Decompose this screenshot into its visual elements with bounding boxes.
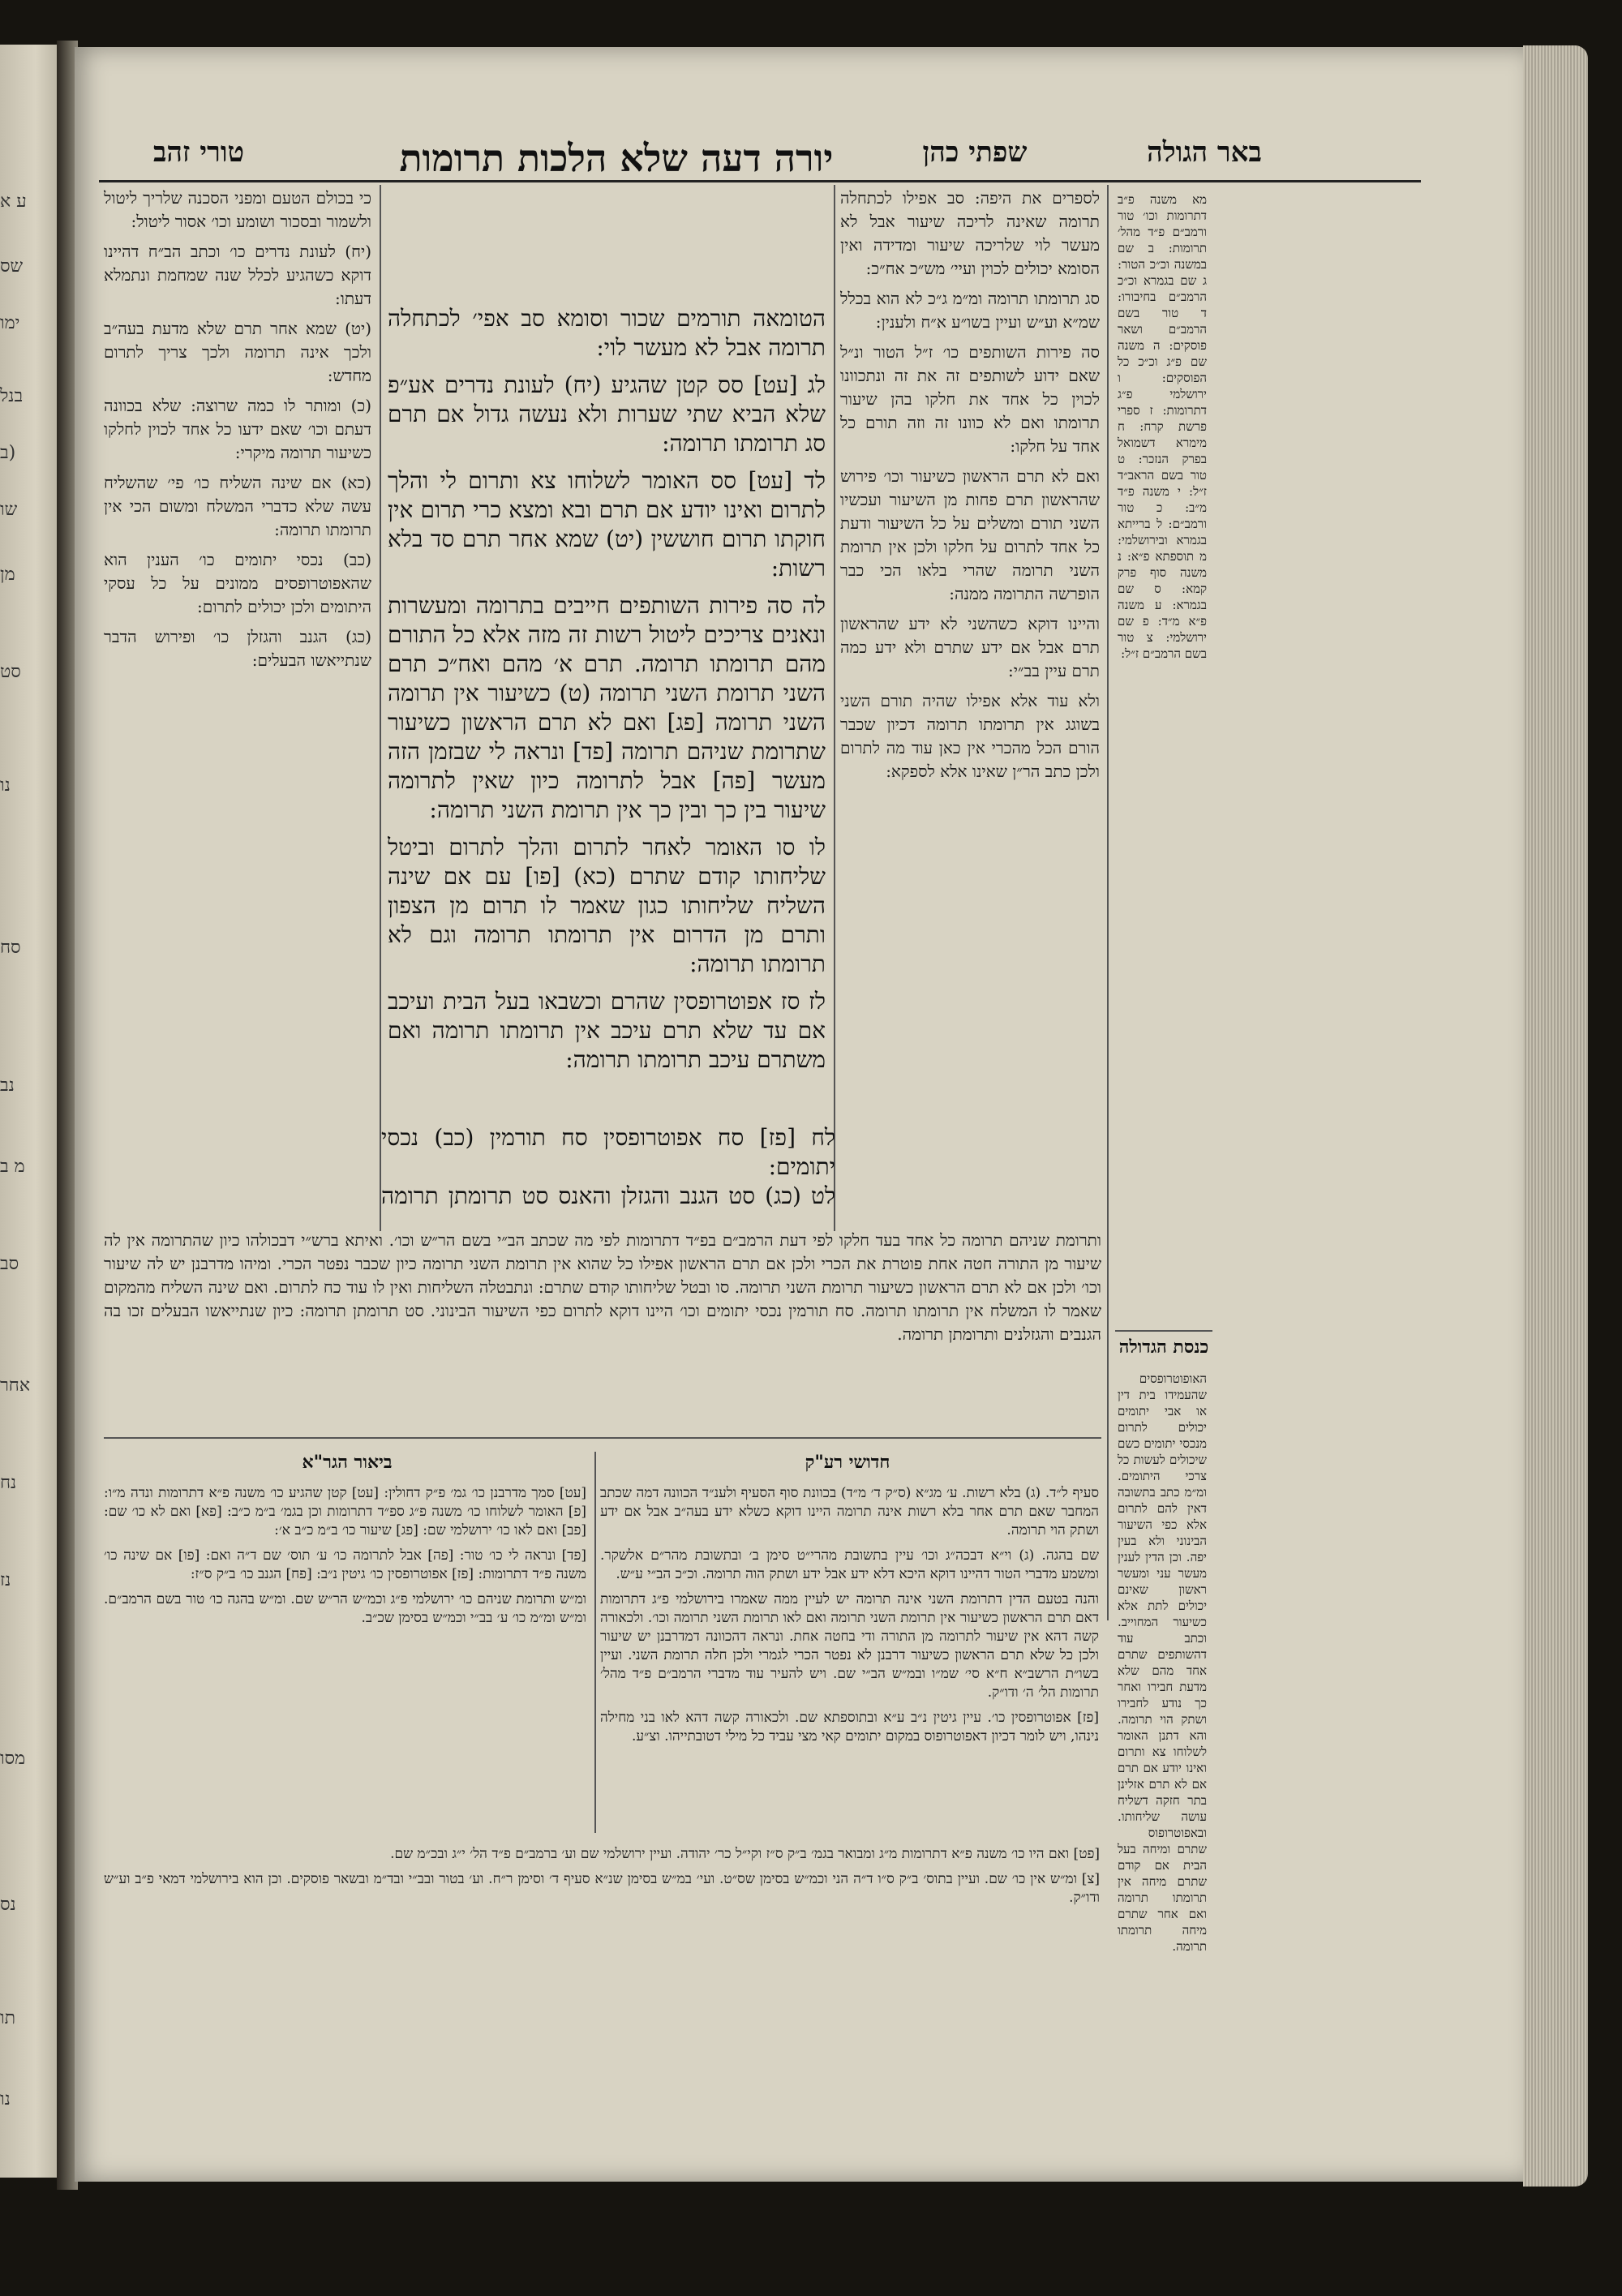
section-rule bbox=[1115, 1330, 1212, 1332]
fragment: סט bbox=[0, 662, 21, 682]
fragment: נו bbox=[0, 2089, 11, 2109]
wide-commentary-continuation bbox=[104, 1229, 1101, 1415]
fragment: נו bbox=[0, 775, 11, 796]
rak-paragraph: [פז] אפוטרופסין כו׳. עיין גיטין נ״ב ע״א ובתוספתא שם. ולכאורה קשה דהא לאו בני מחילה נינהו, ויש לומר דכיון דאפוטרופוס במקום יתומים קאי מצי עביד כל מילי דטובתייהו. וצ״ע. bbox=[600, 1710, 1099, 1745]
header-beer-hagolah: באר הגולה bbox=[1147, 136, 1262, 169]
fragment: ימו bbox=[0, 313, 20, 333]
fragment: בנל bbox=[0, 386, 24, 406]
chiddushei-rak-heading: חדושי רע"ק bbox=[805, 1452, 890, 1473]
fragment: נז bbox=[0, 1570, 11, 1590]
header-rule bbox=[99, 180, 1421, 182]
main-paragraph: לט (כג) סט הגנב והגזלן והאנס סט תרומתן תרומה bbox=[381, 1182, 835, 1209]
fragment: מ ב bbox=[0, 1157, 25, 1177]
main-text-continuation bbox=[381, 1123, 835, 1212]
fragment: נח bbox=[0, 1473, 17, 1493]
taz-paragraph: (כג) הגנב והגזלן כו׳ ופירוש הדבר שנתייאשו הבעלים: bbox=[104, 627, 371, 670]
shach-paragraph: סג תרומתו תרומה ומ״מ ג״כ לא הוא בכלל שמ״א וע״ש ועיין בשו״ע א״ח ולענין: bbox=[840, 289, 1100, 332]
fragment: סח bbox=[0, 938, 21, 958]
rak-paragraph: שם בהגה. (ג) וי״א דבכה״ג וכו׳ עיין בתשובת מהרי״ט סימן ב׳ ובתשובת מהר״ם אלשקר. ומשמע מדברי הטור דהיינו דוקא היכא דלא ידע אבל ידע ושתק הוה תרומה. וכ״כ הב״י ע״ש. bbox=[600, 1547, 1099, 1582]
fragment: נב bbox=[0, 1075, 15, 1096]
column-divider bbox=[1107, 185, 1109, 1620]
main-paragraph: הטומאה תורמים שכור וסומא סב אפי׳ לכתחלה תרומה אבל לא מעשר לוי: bbox=[388, 305, 826, 361]
shach-paragraph: והיינו דוקא כשהשני לא ידע שהראשון תרם אבל אם ידע שתרם ולא ידע כמה תרם עיין בב״י: bbox=[840, 614, 1100, 680]
chiddushei-rak-column bbox=[600, 1484, 1099, 1833]
gra-paragraph: [פד] ונראה לי כו׳ טור: [פה] אבל לתרומה כו׳ ע׳ תוס׳ שם ד״ה ואם: [פו] אם שינה כו׳ משנה פ״ד דתרומות: [פז] אפוטרופסין כו׳ גיטין נ״ב: [פח] הגנב כו׳ ב״ק ס״ז: bbox=[104, 1547, 586, 1582]
page-title: יורה דעה שלא הלכות תרומות bbox=[399, 136, 834, 180]
biur-hagra-continuation bbox=[104, 1845, 1100, 2105]
taz-column bbox=[104, 187, 371, 1233]
fragment: תו bbox=[0, 2008, 16, 2028]
main-paragraph: לו סו האומר לאחר לתרום והלך לתרום וביטל שליחותו קודם שתרם (כא) [פו] עם אם שינה השליח שליחותו כגון שאמר לו תרום מן הצפון ותרם מן הדרום אין תרומתו תרומה וגם לא תרומתו תרומה: bbox=[388, 834, 826, 977]
column-divider bbox=[834, 185, 835, 1231]
fragment: אחר bbox=[0, 1375, 31, 1396]
column-divider bbox=[380, 185, 381, 1231]
shach-paragraph: ואם לא תרם הראשון כשיעור וכו׳ פירוש שהראשון תרם פחות מן השיעור ועכשיו השני תורם ומשלים על כל השיעור ודעת כל אחד לתרום על חלקו ולכן אין תרומת השני תרומה שהרי בלאו הכי כבר הופרשה התרומה ממנה: bbox=[840, 466, 1100, 603]
biur-hagra-heading: ביאור הגר"א bbox=[302, 1452, 393, 1473]
beer-hagolah-column bbox=[1118, 191, 1207, 1294]
section-rule bbox=[104, 1437, 1101, 1439]
column-divider bbox=[594, 1452, 596, 1833]
fragment: סב bbox=[0, 1254, 19, 1274]
main-paragraph: לג [עט] סס קטן שהגיע (יח) לעונת נדרים אע״פ שלא הביא שתי שערות ולא נעשה גדול אם תרם סג תרומתו תרומה: bbox=[388, 371, 826, 457]
main-paragraph: לה סה פירות השותפים חייבים בתרומה ומעשרות ונאנים צריכים ליטול רשות זה מזה אלא כל התורם מהם תרומתו תרומה. תרם א׳ מהם ואח״כ תרם השני תרומת השני תרומה (ט) כשיעור אין תרומה השני תרומה [פג] ואם לא תרם הראשון כשיעור שתרומת שניהם תרומה [פד] ונראה לי שבזמן הזה מעשר [פה] אבל לתרומה כיון שאין לתרומה שיעור בין כך ובין כך אין תרומת השני תרומה: bbox=[388, 592, 826, 823]
fragment: (ב bbox=[0, 443, 16, 463]
beer-hagolah-text: מא משנה פ״ב דתרומות וכו׳ טור ורמב״ם פ״ד מהל׳ תרומות: ב שם במשנה וכ״כ הטור: ג שם בגמרא וכ״כ הרמב״ם בחיבורו: ד טור בשם הרמב״ם ושאר פוסקים: ה משנה שם פ״ג וכ״כ כל הפוסקים: ו ירושלמי פ״ג דתרומות: ז ספרי פרשת קרח: ח מימרא דשמואל בפרק הנזכר: ט טור בשם הראב״ד ז״ל: י משנה פ״ד מ״ב: כ טור ורמב״ם: ל ברייתא בגמרא ובירושלמי: מ תוספתא פ״א: נ משנה סוף פרק קמא: ס שם בגמרא: ע משנה פ״א מ״ד: פ שם ירושלמי: צ טור בשם הרמב״ם ז״ל: bbox=[1118, 192, 1207, 661]
rak-paragraph: והנה בטעם הדין דתרומת השני אינה תרומה יש לעיין ממה שאמרו בירושלמי פ״ג דתרומות דאם תרם הראשון כשיעור אין תרומת השני תרומה ואם לאו תרומת השני תרומה וכו׳. ולכאורה קשה דהא אין שיעור לתרומה מן התורה ודי בחטה אחת. ונראה דהכוונה דמדרבנן יש שיעור ולכן כל שלא תרם הראשון כשיעור דרבנן לא נפטר הכרי לגמרי ולכן חלה תרומת השני. ועיין בשו״ת הרשב״א ח״א סי׳ שמ״ו ובמ״ש הב״י שם. ויש להעיר עוד מדברי הרמב״ם פ״ד מהל׳ תרומות הל׳ ה׳ ודו״ק. bbox=[600, 1591, 1099, 1701]
knesset-hagedolah-heading: כנסת הגדולה bbox=[1118, 1337, 1209, 1358]
taz-paragraph: (יט) שמא אחר תרם שלא מדעת בעה״ב ולכך אינה תרומה ולכך צריך לתרום מחדש: bbox=[104, 319, 371, 385]
taz-paragraph: (יח) לעונת נדרים כו׳ וכתב הב״ח דהיינו דוקא כשהגיע לכלל שנה שמחמת ונתמלא דעתו: bbox=[104, 242, 371, 308]
fragment: שו bbox=[0, 500, 18, 520]
header-sifte-kohen: שפתי כהן bbox=[922, 136, 1028, 169]
fragment: מן bbox=[0, 564, 15, 585]
wide-paragraph: ותרומת שניהם תרומה כל אחד בעד חלקו לפי דעת הרמב״ם בפ״ד דתרומות לפי מה שכתב הב״י בשם הר״ש וכו׳. ואיתא ברש״י דבכולהו כיון שהתרומה אין לה שיעור מן התורה חטה אחת פוטרת את הכרי ולכן אם תרם הראשון אפילו כל שהוא אין תרומת השני תרומה כיון שכבר נפטר הכרי. ומיהו מדרבנן יש לה שיעור וכו׳ ולכן אם לא תרם הראשון כשיעור תרומת השני תרומה. סו ובטל שליחותו קודם שתרם: ונתבטלה השליחות ואין לו עוד כח לתרום. ואם שינה השליח מהמקום שאמר לו המשלח אין תרומתו תרומה. סח תורמין נכסי יתומים וכו׳ היינו דוקא לתרום כפי השיעור הבינוני. סט תרומתן תרומה: כיון שנתייאשו הבעלים זכו בה הגנבים והגזלנים ותרומתן תרומה. bbox=[104, 1230, 1101, 1344]
shach-paragraph: סה פירות השותפים כו׳ ז״ל הטור ונ״ל שאם ידוע לשותפים זה את זה ונתכוונו לכוין כל אחד את חלקו בהן שיעור תרומתו ואם לא כוונו זה וזה תורם כל אחד על חלקו: bbox=[840, 342, 1100, 456]
gra-paragraph: [צ] ומ״ש אין כו׳ שם. ועיין בתוס׳ ב״ק ס״ו ד״ה הני וכמ״ש בסימן שס״ט. ועי׳ במ״ש בסימן שנ״א סעיף ד׳ וסימן ר״ח. וע׳ בטור ובב״י ובד״מ ובשאר פוסקים. וכן הוא בירושלמי דמאי פ״ב וע״ש ודו״ק. bbox=[104, 1871, 1100, 1906]
page-block-edge bbox=[1523, 45, 1588, 2187]
shach-column bbox=[840, 187, 1100, 1241]
gra-paragraph: [פט] ואם היו כו׳ משנה פ״א דתרומות מ״ג ומבואר בגמ׳ ב״ק ס״ז וקי״ל כר׳ יהודה. ועיין ירושלמי שם וע׳ ברמב״ם פ״ד הל׳ י״ג ובכ״מ שם. bbox=[390, 1846, 1100, 1862]
biur-hagra-column bbox=[104, 1484, 586, 1833]
rak-paragraph: סעיף ל״ד. (ג) בלא רשות. ע׳ מג״א (ס״ק ד׳ מ״ד) בכוונת סוף הסעיף ולענ״ד הכוונה דמה שכתב המחבר שאם תרם אחר בלא רשות אינה תרומה היינו דוקא כשלא ידע בעה״ב אבל אם ידע ושתק הוי תרומה. bbox=[600, 1485, 1099, 1539]
knesset-hagedolah-column bbox=[1118, 1371, 1207, 2101]
main-paragraph: לח [פז] סח אפוטרופסין סח תורמין (כב) נכסי יתומים: bbox=[381, 1124, 835, 1180]
fragment: נס bbox=[0, 1895, 16, 1915]
gra-paragraph: [עט] סמך מדרבנן כו׳ גמ׳ פ״ק דחולין: [עט] קטן שהגיע כו׳ משנה פ״א דתרומות ונדה מ״ו: [פ] האומר לשלוחו כו׳ משנה פ״ג ספ״ד דתרומות וכן בגמ׳ ב״מ כ״ב: [פא] ואם לא כו׳ שם: [פב] ואם לאו כו׳ ירושלמי שם: [פג] שיעור כו׳ ב״מ כ״ב א׳: bbox=[104, 1485, 586, 1539]
fragment: שס bbox=[0, 256, 24, 277]
main-text-column bbox=[388, 304, 826, 1237]
taz-paragraph: (כב) נכסי יתומים כו׳ הענין הוא שהאפוטרופסים ממונים על כל עסקי היתומים ולכן יכולים לתרום: bbox=[104, 550, 371, 616]
previous-page-edge bbox=[0, 45, 65, 2178]
main-paragraph: לז סז אפוטרופסין שהרם וכשבאו בעל הבית ועיכב אם עד שלא תרם עיכב אין תרומתו תרומה ואם משתרם עיכב תרומתו תרומה: bbox=[388, 988, 826, 1073]
main-paragraph: לד [עט] סס האומר לשלוחו צא ותרום לי והלך לתרום ואינו יודע אם תרם ובא ומצא כרי תרום אין חוקתו תרום חוששין (יט) שמא אחר תרם סד בלא רשות: bbox=[388, 467, 826, 582]
shach-paragraph: לספרים את היפה: סב אפילו לכתחלה תרומה שאינה לריכה שיעור אבל לא מעשר לוי שלריכה שיעור ומדידה ואין הסומא יכולים לכוין ועיי׳ מש״כ אח״כ: bbox=[840, 188, 1100, 278]
gra-paragraph: ומ״ש ותרומת שניהם כו׳ ירושלמי פ״ג וכמ״ש הר״ש שם. ומ״ש בהגה כו׳ טור בשם הרמב״ם. ומ״ש ומ״מ כו׳ ע׳ בב״י וכמ״ש בסימן שכ״ב. bbox=[104, 1591, 586, 1626]
fragment: מסו bbox=[0, 1749, 26, 1769]
shach-paragraph: ולא עוד אלא אפילו שהיה תורם השני בשוגג אין תרומתו תרומה דכיון שכבר הורם הכל מהכרי אין כאן עוד מה לתרום ולכן כתב הר״ן שאינו אלא לספקא: bbox=[840, 691, 1100, 781]
header-turei-zahav: טורי זהב bbox=[152, 136, 245, 169]
fragment: ע א bbox=[0, 191, 27, 212]
taz-paragraph: כי בכולם הטעם ומפני הסכנה שלריך ליטול ולשמור ובסכור ושומע וכו׳ אסור ליטול: bbox=[104, 188, 371, 231]
knesset-text: האופוטרופסים שהעמידו בית דין או אבי יתומים יכולים לתרום מנכסי יתומים כשם שיכולים לעשות כל צרכי היתומים. ומ״מ כתב בתשובה דאין להם לתרום אלא כפי השיעור הבינוני ולא בעין יפה. וכן הדין לענין מעשר עני ומעשר ראשון שאינם יכולים לתת אלא כשיעור המחוייב. וכתב עוד דהשותפים שתרם אחד מהם שלא מדעת חבירו ואחר כך נודע לחבירו ושתק הוי תרומה. והא דתנן האומר לשלוחו צא ותרום ואינו יודע אם תרם אם לא תרם אזלינן בתר חזקה דשליח עושה שליחותו. ובאפוטרופוס שתרם ומיחה בעל הבית אם קודם שתרם מיחה אין תרומתו תרומה ואם אחר שתרם מיחה תרומתו תרומה. bbox=[1118, 1371, 1207, 1954]
taz-paragraph: (כא) אם שינה השליח כו׳ פי׳ שהשליח עשה שלא כדברי המשלח ומשום הכי אין תרומתו תרומה: bbox=[104, 473, 371, 539]
taz-paragraph: (כ) ומותר לו כמה שרוצה: שלא בכוונה דעתם וכו׳ שאם ידעו כל אחד לכוין לחלקו כשיעור תרומה מיקרי: bbox=[104, 396, 371, 462]
